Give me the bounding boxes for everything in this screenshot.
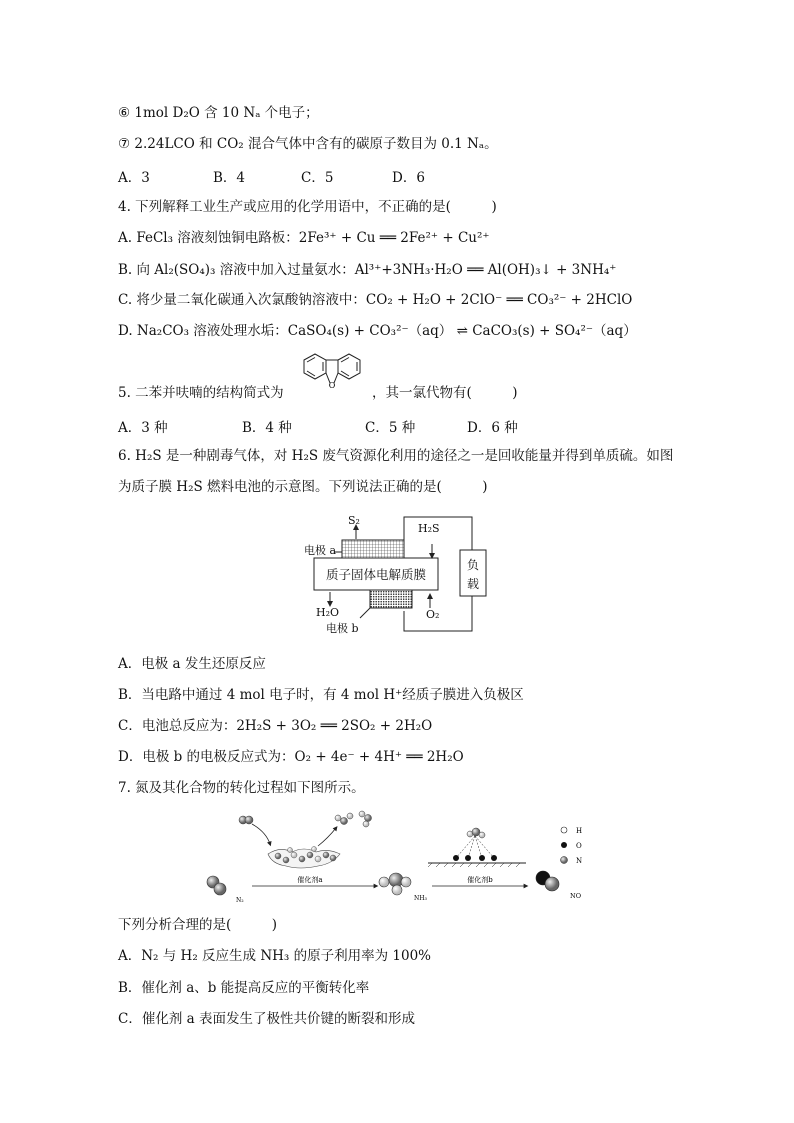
label-electrode-a: 电极 a bbox=[304, 544, 337, 557]
legend-o: O bbox=[576, 842, 582, 850]
q4-option-c: C. 将少量二氧化碳通入次氯酸钠溶液中：CO₂ + H₂O + 2ClO⁻ ══ CO₃²⁻ + 2HClO bbox=[118, 292, 633, 308]
legend-o-swatch bbox=[561, 842, 567, 848]
label-catalyst-a: 催化剂a bbox=[297, 876, 323, 884]
dibenzofuran-structure bbox=[290, 350, 374, 402]
q3-option-c: C．5 bbox=[301, 170, 334, 186]
q6-stem-line-1: 6. H₂S 是一种剧毒气体，对 H₂S 废气资源化利用的途径之一是回收能量并得到单质硫。如图 bbox=[118, 448, 674, 464]
label-electrode-b: 电极 b bbox=[326, 622, 359, 635]
q3-option-a: A．3 bbox=[118, 170, 150, 186]
legend-n: N bbox=[576, 857, 583, 865]
q6-stem-line-2: 为质子膜 H₂S 燃料电池的示意图。下列说法正确的是( ) bbox=[118, 479, 488, 495]
legend-h: H bbox=[576, 827, 583, 835]
q4-stem: 4. 下列解释工业生产或应用的化学用语中，不正确的是( ) bbox=[118, 199, 497, 215]
q6-option-b: B．当电路中通过 4 mol 电子时，有 4 mol H⁺经质子膜进入负极区 bbox=[118, 687, 524, 703]
label-load-1: 负 bbox=[466, 558, 480, 572]
label-h2o: H₂O bbox=[316, 606, 340, 619]
legend-h-swatch bbox=[561, 827, 567, 833]
nitrogen-conversion-diagram bbox=[200, 808, 600, 904]
oxygen-label: O bbox=[328, 381, 336, 390]
q3-option-b: B．4 bbox=[213, 170, 246, 186]
q6-option-a: A．电极 a 发生还原反应 bbox=[118, 656, 266, 672]
item-6: ⑥ 1mol D₂O 含 10 Nₐ 个电子； bbox=[118, 105, 319, 121]
q7-option-b: B．催化剂 a、b 能提高反应的平衡转化率 bbox=[118, 980, 370, 996]
q5-option-a: A．3 种 bbox=[118, 420, 168, 436]
label-h2s: H₂S bbox=[418, 522, 440, 535]
q7-stem: 7. 氮及其化合物的转化过程如下图所示。 bbox=[118, 780, 365, 796]
q4-option-d: D. Na₂CO₃ 溶液处理水垢：CaSO₄(s) + CO₃²⁻（aq） ⇌ CaCO₃(s) + SO₄²⁻（aq） bbox=[118, 323, 637, 339]
label-nh3: NH₃ bbox=[414, 895, 427, 902]
q6-option-c: C．电池总反应为：2H₂S + 3O₂ ══ 2SO₂ + 2H₂O bbox=[118, 718, 433, 734]
label-o2: O₂ bbox=[426, 608, 440, 621]
label-catalyst-b: 催化剂b bbox=[467, 876, 493, 884]
q4-option-b: B. 向 Al₂(SO₄)₃ 溶液中加入过量氨水：Al³⁺+3NH₃·H₂O ══ Al(OH)₃↓ + 3NH₄⁺ bbox=[118, 262, 617, 278]
q6-option-d: D．电极 b 的电极反应式为：O₂ + 4e⁻ + 4H⁺ ══ 2H₂O bbox=[118, 749, 464, 765]
label-no: NO bbox=[570, 892, 582, 900]
q5-option-c: C．5 种 bbox=[365, 420, 416, 436]
label-membrane: 质子固体电解质膜 bbox=[325, 567, 427, 582]
legend-n-swatch bbox=[561, 857, 568, 864]
q3-option-d: D．6 bbox=[392, 170, 425, 186]
q5-option-b: B．4 种 bbox=[242, 420, 292, 436]
q7-option-c: C．催化剂 a 表面发生了极性共价键的断裂和形成 bbox=[118, 1011, 415, 1027]
item-7: ⑦ 2.24LCO 和 CO₂ 混合气体中含有的碳原子数目为 0.1 Nₐ。 bbox=[118, 136, 498, 152]
label-load-2: 载 bbox=[466, 577, 480, 591]
q4-option-a: A. FeCl₃ 溶液刻蚀铜电路板：2Fe³⁺ + Cu ══ 2Fe²⁺ + Cu²⁺ bbox=[118, 230, 490, 246]
fuel-cell-diagram bbox=[300, 508, 500, 638]
q7-sub-stem: 下列分析合理的是( ) bbox=[118, 917, 278, 933]
q5-option-d: D．6 种 bbox=[467, 420, 518, 436]
q5-stem-after: ，其一氯代物有( ) bbox=[372, 385, 518, 401]
label-n2: N₂ bbox=[236, 897, 244, 904]
q7-option-a: A．N₂ 与 H₂ 反应生成 NH₃ 的原子利用率为 100% bbox=[118, 948, 431, 964]
label-s2: S₂ bbox=[348, 514, 360, 527]
q5-stem-before: 5. 二苯并呋喃的结构简式为 bbox=[118, 385, 284, 401]
